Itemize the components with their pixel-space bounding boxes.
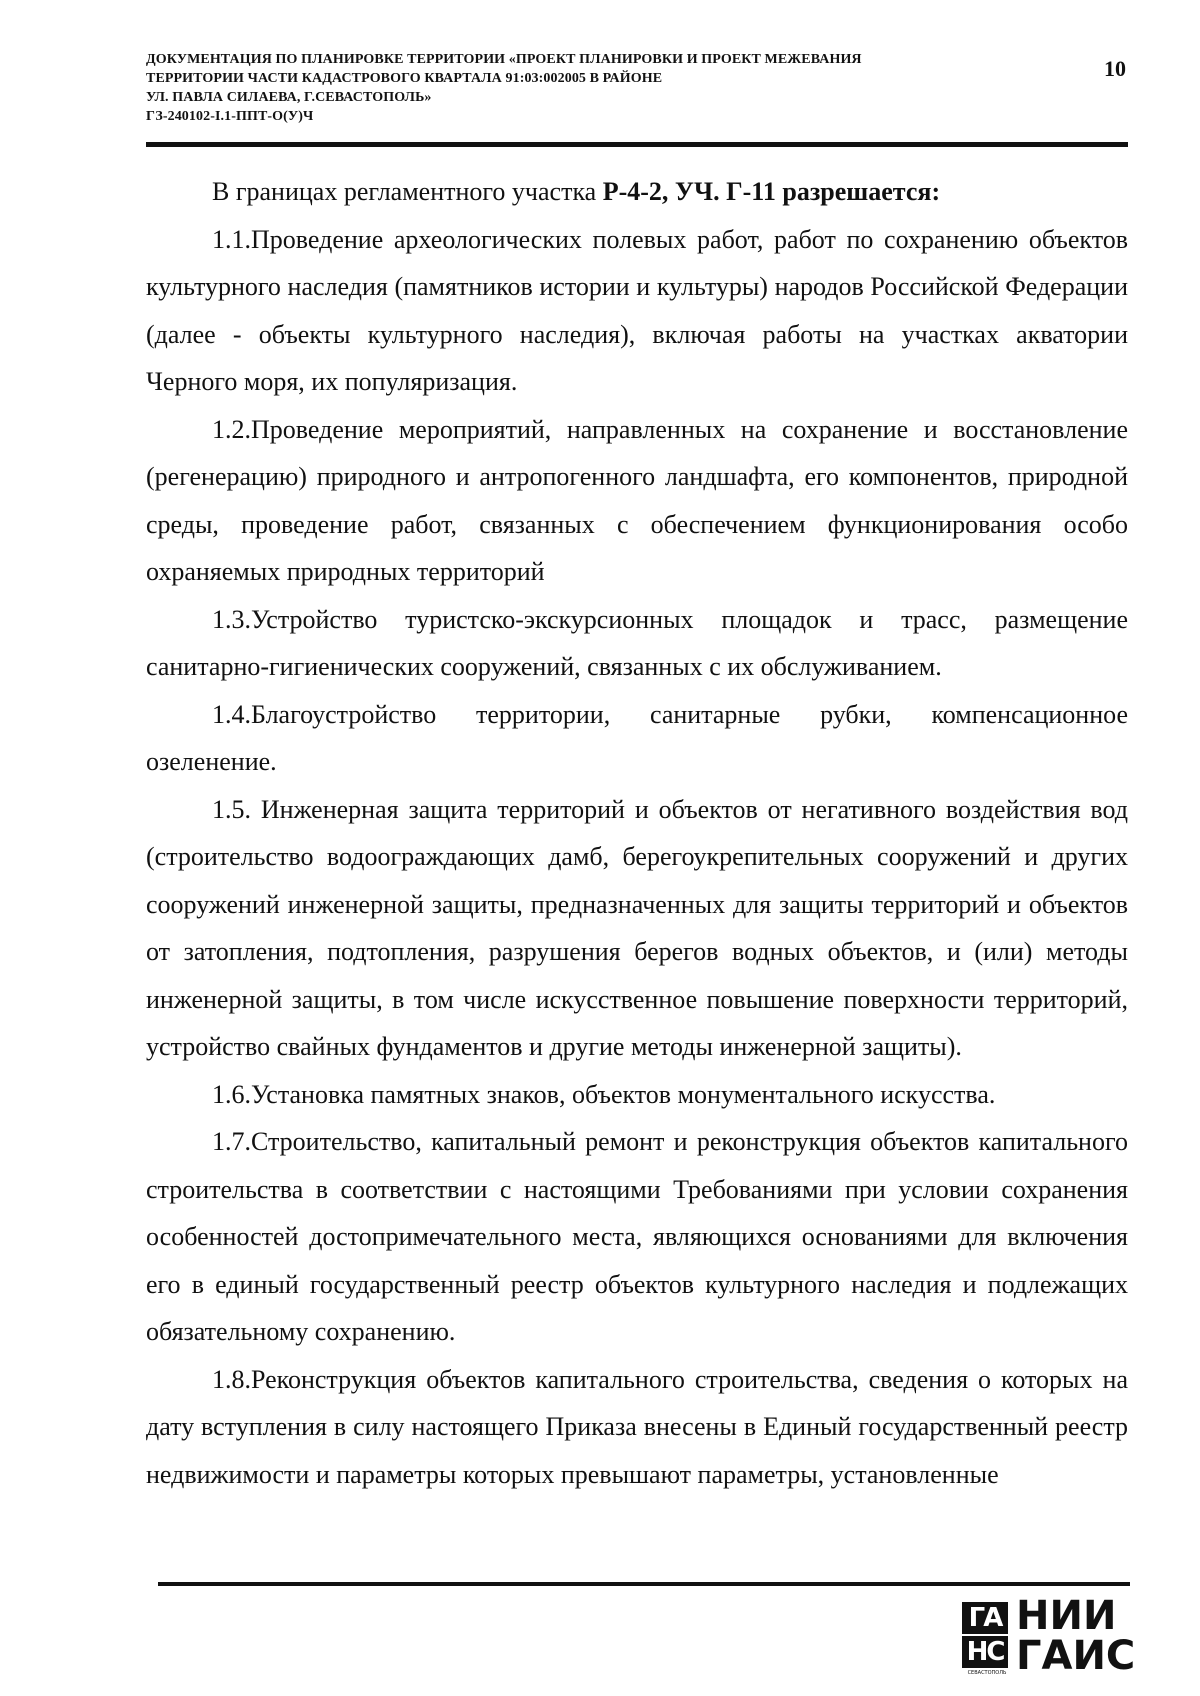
paragraph-1-6: 1.6.Установка памятных знаков, объектов монументального искусства. [212,1079,996,1109]
document-body [146,168,1128,1498]
emblem-top: ГА [962,1602,1008,1634]
paragraph-1-3: 1.3.Устройство туристско-экскурсионных площадок и трасс, размещение санитарно-гигиенических сооружений, связанных с их обслуживанием. [146,604,1128,681]
paragraph-1-4: 1.4.Благоустройство территории, санитарные рубки, компенсационное озеленение. [146,699,1128,776]
intro-bold: Р-4-2, УЧ. Г-11 разрешается [602,177,932,206]
paragraph-1-2: 1.2.Проведение мероприятий, направленных на сохранение и восстановление (регенерацию) природного и антропогенного ландшафта, его компонентов, природной среды, проведение работ, связанных с обеспечением функционирования особо охраняемых природных территорий [146,414,1128,586]
intro-paragraph [146,168,1128,216]
header-line-2: ТЕРРИТОРИИ ЧАСТИ КАДАСТРОВОГО КВАРТАЛА 91:03:002005 В РАЙОНЕ [146,71,663,86]
document-header [146,50,1046,126]
emblem-caption: СЕВАСТОПОЛЬ [967,1670,1007,1676]
paragraph-1-5: 1.5. Инженерная защита территорий и объектов от негативного воздействия вод (строительство водоограждающих дамб, берегоукрепительных сооружений и других сооружений инженерной защиты, предназначенных для защиты территорий и объектов от затопления, подтопления, разрушения берегов водных объектов, и (или) методы инженерной защиты, в том числе искусственное повышение поверхности территорий, устройство свайных фундаментов и другие методы инженерной защиты). [146,794,1128,1061]
logo-line-2: ГАИС [1016,1633,1136,1679]
nii-gais-logo [962,1593,1142,1679]
header-line-1: ДОКУМЕНТАЦИЯ ПО ПЛАНИРОВКЕ ТЕРРИТОРИИ «ПРОЕКТ ПЛАНИРОВКИ И ПРОЕКТ МЕЖЕВАНИЯ [146,52,862,67]
paragraph-1-8: 1.8.Реконструкция объектов капитального строительства, сведения о которых на дату вступления в силу настоящего Приказа внесены в Единый государственный реестр недвижимости и параметры которых превышают параметры, установленные [146,1364,1128,1489]
intro-suffix: : [931,177,941,206]
page-number: 10 [1104,56,1126,81]
footer-divider [158,1582,1130,1586]
header-line-3: УЛ. ПАВЛА СИЛАЕВА, Г.СЕВАСТОПОЛЬ» [146,90,432,105]
intro-prefix: В границах регламентного участка [212,177,603,206]
paragraph-1-7: 1.7.Строительство, капитальный ремонт и реконструкция объектов капитального строительства в соответствии с настоящими Требованиями при условии сохранения особенностей достопримечательного места, являющихся основаниями для включения его в единый государственный реестр объектов культурного наследия и подлежащих обязательному сохранению. [146,1127,1128,1346]
logo-text [1016,1593,1136,1679]
emblem-icon [962,1602,1012,1674]
paragraph-1-1: 1.1.Проведение археологических полевых работ, работ по сохранению объектов культурного наследия (памятников истории и культуры) народов Российской Федерации (далее - объекты культурного наследия), включая работы на участках акватории Черного моря, их популяризация. [146,224,1128,396]
header-document-code: ГЗ-240102-I.1-ППТ-О(У)Ч [146,109,314,124]
logo-line-1: НИИ [1016,1593,1117,1639]
header-divider [146,142,1128,147]
emblem-bottom: НС [962,1636,1008,1668]
